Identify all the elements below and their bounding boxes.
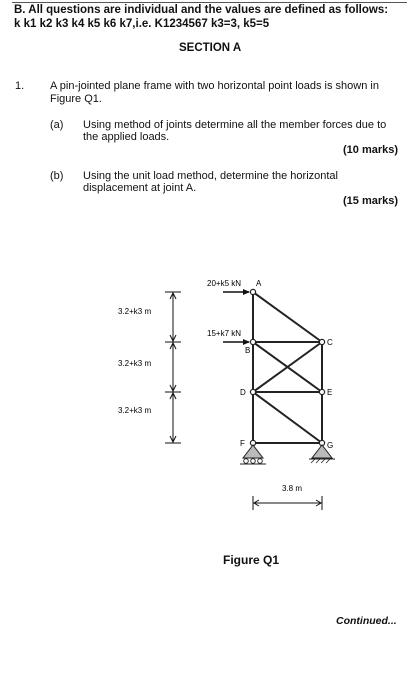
member-DG	[253, 392, 322, 443]
section-title: SECTION A	[179, 42, 242, 54]
member-AC	[253, 292, 322, 342]
dimension-label-3: 3.2+k3 m	[118, 406, 152, 415]
joint-D	[250, 389, 255, 394]
joint-label-D: D	[240, 388, 246, 397]
load-label-mid: 15+k7 kN	[207, 329, 242, 338]
joint-label-B: B	[245, 346, 251, 355]
part-b-line-1: Using the unit load method, determine the horizontal	[83, 170, 338, 182]
dimension-label-2: 3.2+k3 m	[118, 359, 152, 368]
joint-B	[250, 339, 255, 344]
vertical-dimension	[165, 292, 181, 443]
part-a-line-1: Using method of joints determine all the member forces due to	[83, 119, 387, 131]
part-a-line-2: the applied loads.	[83, 131, 170, 143]
part-b-label: (b)	[50, 170, 64, 182]
joint-label-G: G	[327, 441, 334, 450]
joint-A	[250, 289, 255, 294]
instructions-line-1: B. All questions are individual and the values are defined as follows:	[14, 4, 389, 16]
question-number: 1.	[15, 80, 25, 92]
question-intro-line-2: Figure Q1.	[50, 93, 102, 105]
question-intro-line-1: A pin-jointed plane frame with two horizontal point loads is shown in	[50, 80, 379, 92]
part-b-line-2: displacement at joint A.	[83, 182, 197, 194]
joint-label-A: A	[256, 279, 262, 288]
figure-caption: Figure Q1	[223, 553, 280, 567]
frame-members	[253, 292, 322, 443]
joint-label-C: C	[327, 338, 333, 347]
continued-note: Continued...	[336, 615, 397, 627]
instructions-line-2: k k1 k2 k3 k4 k5 k6 k7,i.e. K1234567 k3=3, k5=5	[14, 18, 270, 30]
part-a-label: (a)	[50, 119, 64, 131]
dimension-label-width: 3.8 m	[282, 484, 303, 493]
dimension-label-1: 3.2+k3 m	[118, 307, 152, 316]
horizontal-dimension	[253, 496, 322, 510]
part-a-marks: (10 marks)	[343, 144, 399, 156]
joint-label-F: F	[240, 439, 245, 448]
part-b-marks: (15 marks)	[343, 195, 399, 207]
joint-C	[319, 339, 324, 344]
load-label-top: 20+k5 kN	[207, 279, 242, 288]
joint-label-E: E	[327, 388, 333, 397]
joint-E	[319, 389, 324, 394]
